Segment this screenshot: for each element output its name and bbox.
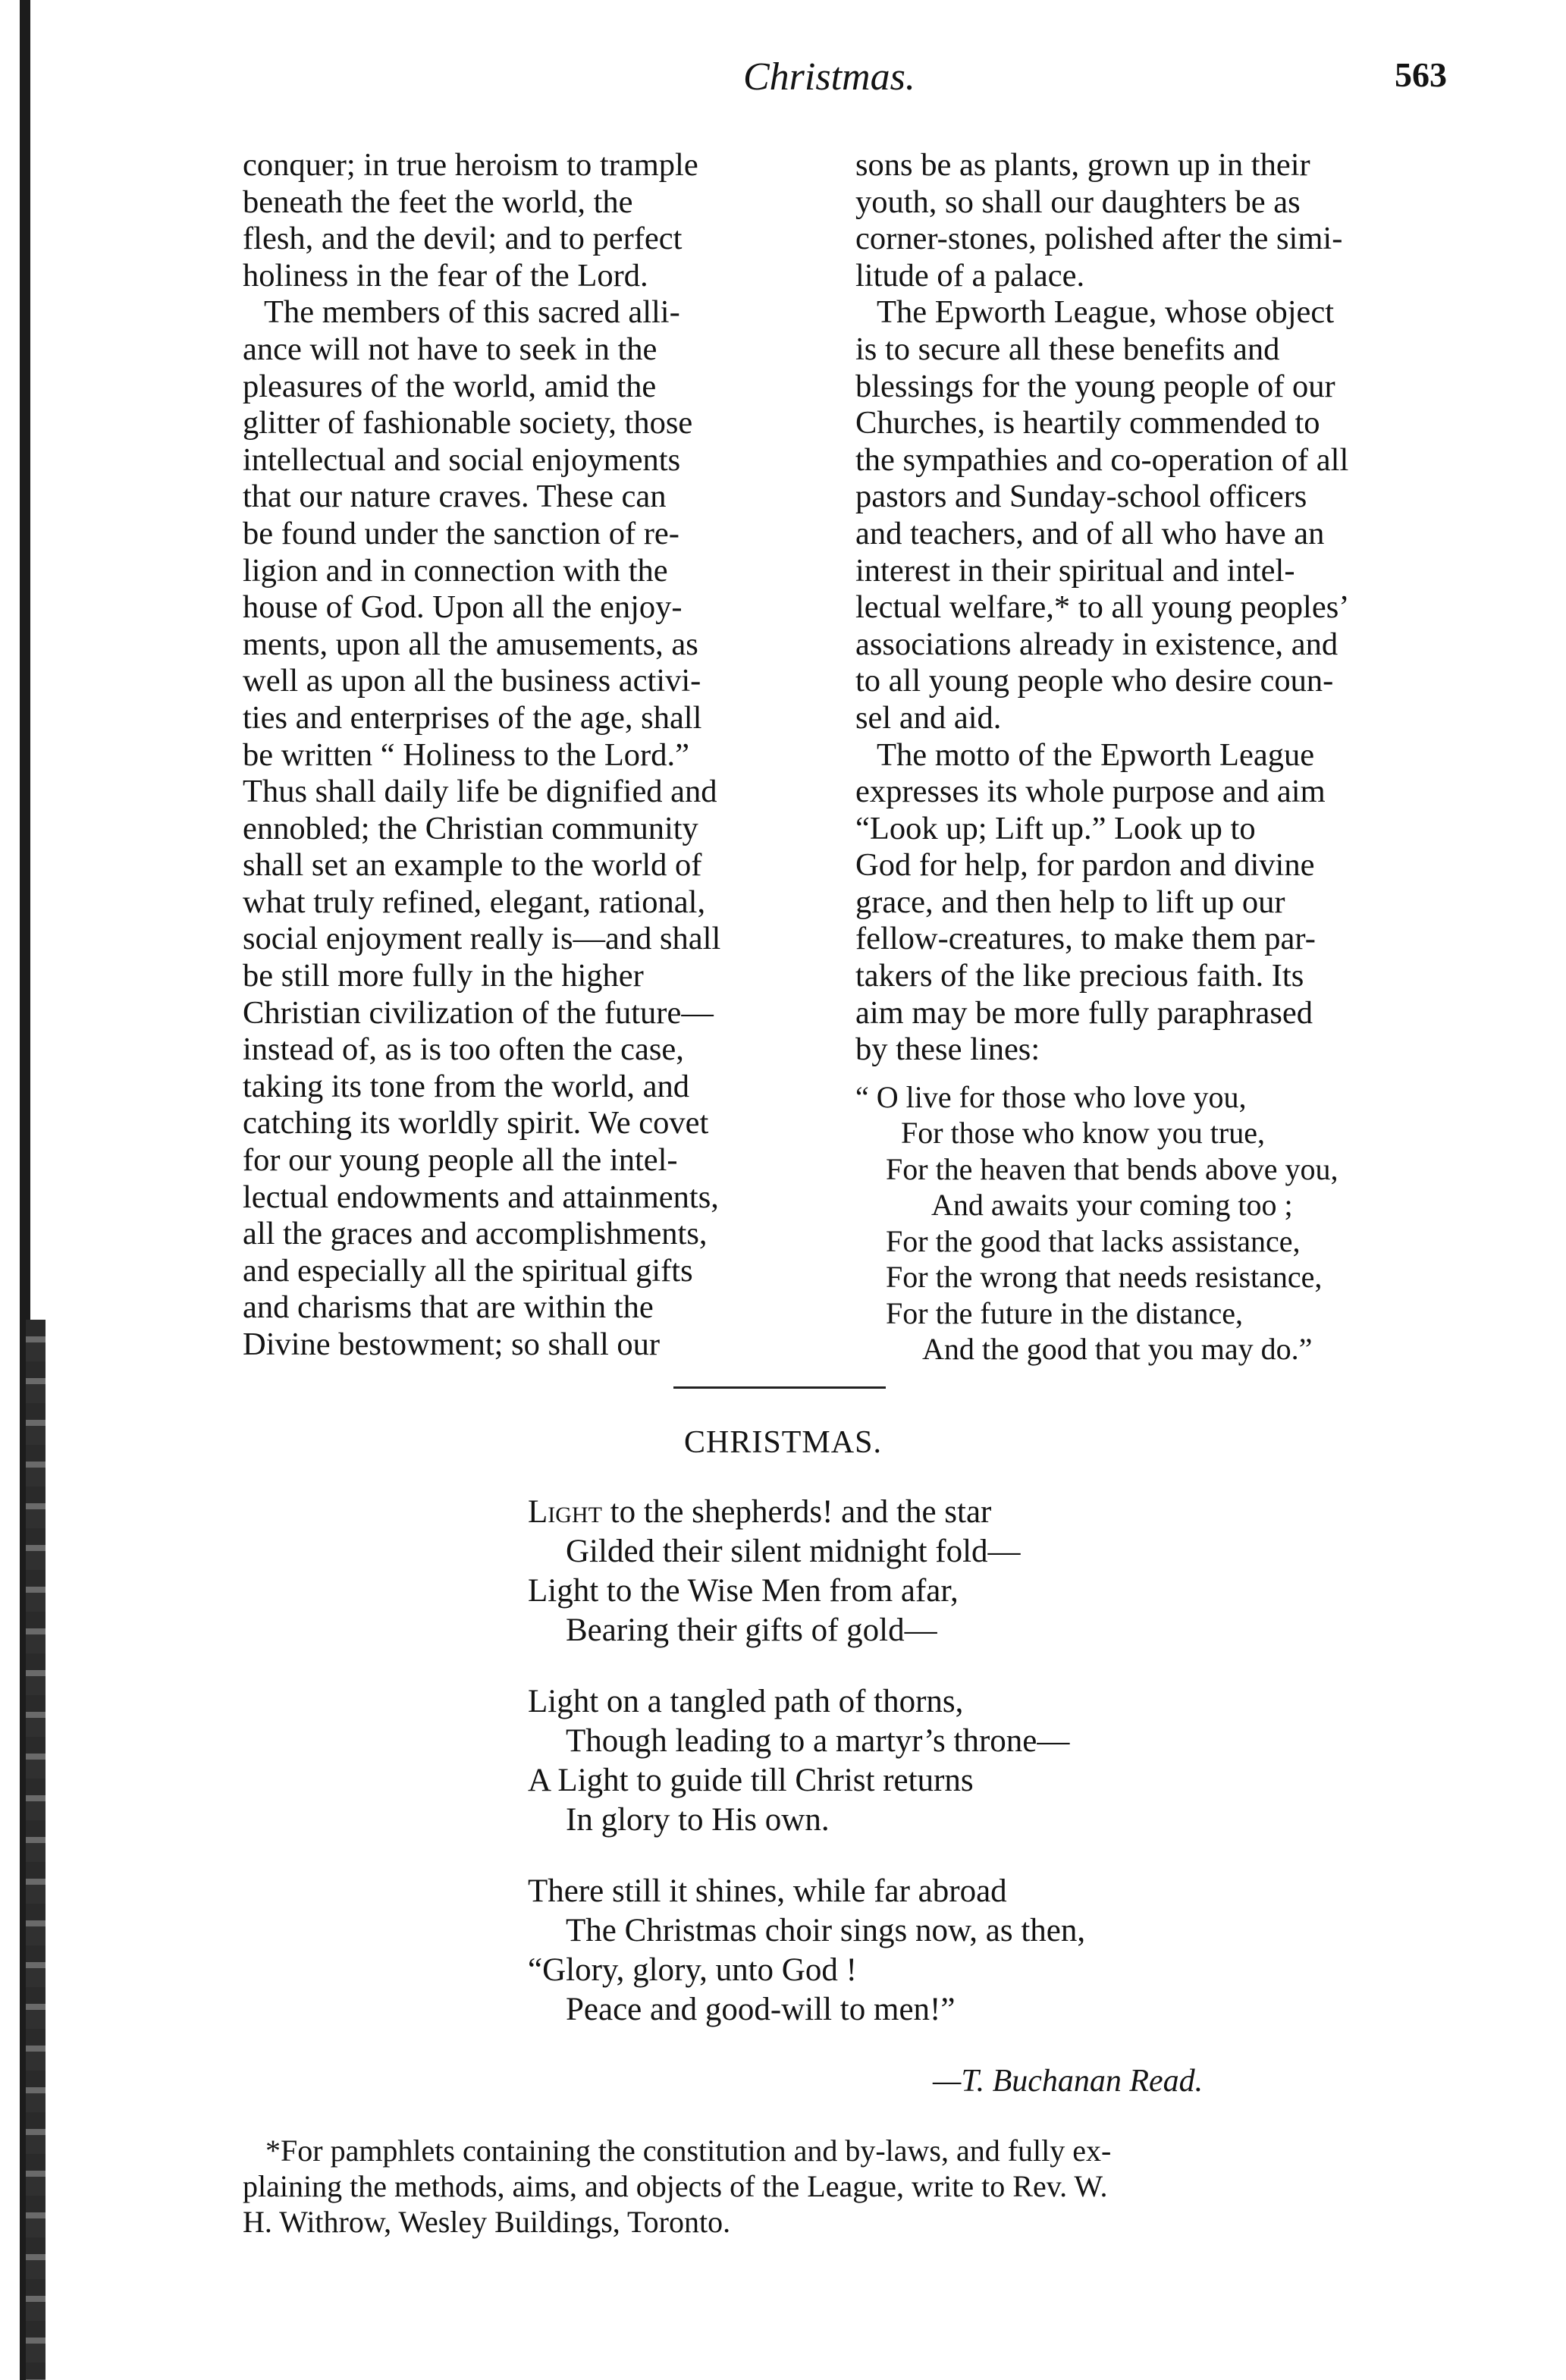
text-line: lectual endowments and attainments, bbox=[243, 1179, 719, 1215]
text-line: The members of this sacred alli- bbox=[264, 294, 680, 331]
text-line: The Epworth League, whose object bbox=[877, 294, 1335, 331]
text-line: ties and enterprises of the age, shall bbox=[243, 699, 702, 736]
text-line: The motto of the Epworth League bbox=[877, 736, 1315, 773]
text-line: intellectual and social enjoyments bbox=[243, 441, 681, 478]
poem-line: For the future in the distance, bbox=[886, 1295, 1243, 1330]
text-line: blessings for the young people of our bbox=[855, 368, 1335, 404]
text-line: grace, and then help to lift up our bbox=[855, 884, 1285, 920]
poem-line: “Glory, glory, unto God ! bbox=[528, 1952, 857, 1988]
text-line: holiness in the fear of the Lord. bbox=[243, 257, 648, 294]
text-line: sons be as plants, grown up in their bbox=[855, 147, 1310, 183]
text-line: sel and aid. bbox=[855, 699, 1002, 736]
left-column bbox=[243, 147, 827, 1364]
text-line: ennobled; the Christian community bbox=[243, 810, 698, 846]
text-line: expresses its whole purpose and aim bbox=[855, 774, 1326, 810]
poem-line: In glory to His own. bbox=[566, 1802, 830, 1838]
poem-line: Peace and good-will to men!” bbox=[566, 1992, 956, 2027]
scan-edge-lower bbox=[26, 1320, 46, 2380]
footnote-line: plaining the methods, aims, and objects of the League, write to Rev. W. bbox=[243, 2169, 1108, 2203]
text-line: ments, upon all the amusements, as bbox=[243, 626, 698, 662]
text-line: beneath the feet the world, the bbox=[243, 184, 633, 220]
stanza bbox=[528, 1872, 1085, 2030]
text-line: glitter of fashionable society, those bbox=[243, 405, 693, 441]
text-line: instead of, as is too often the case, bbox=[243, 1031, 684, 1068]
poem-line: Light on a tangled path of thorns, bbox=[528, 1684, 964, 1719]
text-line: by these lines: bbox=[855, 1031, 1040, 1068]
text-line: house of God. Upon all the enjoy- bbox=[243, 589, 683, 626]
text-line: fellow-creatures, to make them par- bbox=[855, 921, 1316, 957]
poem-line: Though leading to a martyr’s throne— bbox=[566, 1723, 1070, 1759]
text-line: all the graces and accomplishments, bbox=[243, 1216, 708, 1252]
poem-line: And awaits your coming too ; bbox=[931, 1188, 1293, 1223]
poem-line: A Light to guide till Christ returns bbox=[528, 1763, 974, 1798]
poem-line-text: to the shepherds! and the star bbox=[610, 1494, 992, 1530]
text-line: lectual welfare,* to all young peoples’ bbox=[855, 589, 1350, 626]
text-line: is to secure all these benefits and bbox=[855, 331, 1280, 367]
text-line: interest in their spiritual and intel- bbox=[855, 552, 1295, 589]
poem-line: Gilded their silent midnight fold— bbox=[566, 1534, 1021, 1569]
text-line: ligion and in connection with the bbox=[243, 552, 668, 589]
poem-line: And the good that you may do.” bbox=[922, 1332, 1313, 1367]
poem-line: For the good that lacks assistance, bbox=[886, 1223, 1301, 1258]
text-line: pleasures of the world, amid the bbox=[243, 368, 657, 404]
text-line: ance will not have to seek in the bbox=[243, 331, 657, 367]
text-line: Christian civilization of the future— bbox=[243, 994, 714, 1031]
text-line: corner-stones, polished after the simi- bbox=[855, 221, 1343, 257]
text-line: God for help, for pardon and divine bbox=[855, 847, 1315, 884]
text-line: the sympathies and co-operation of all bbox=[855, 441, 1349, 478]
text-line: aim may be more fully paraphrased bbox=[855, 994, 1313, 1031]
poem-line: There still it shines, while far abroad bbox=[528, 1873, 1007, 1909]
poem-line: Light to the Wise Men from afar, bbox=[528, 1573, 959, 1609]
text-line: conquer; in true heroism to trample bbox=[243, 147, 698, 183]
stanza bbox=[528, 1493, 1085, 1650]
text-line: takers of the like precious faith. Its bbox=[855, 958, 1304, 994]
stanza bbox=[528, 1682, 1085, 1840]
poem-line: “ O live for those who love you, bbox=[855, 1079, 1247, 1114]
text-line: youth, so shall our daughters be as bbox=[855, 184, 1301, 220]
poem-attribution: —T. Buchanan Read. bbox=[933, 2064, 1204, 2099]
text-line: and especially all the spiritual gifts bbox=[243, 1252, 693, 1289]
poem-line: For the heaven that bends above you, bbox=[886, 1151, 1338, 1186]
text-line: be found under the sanction of re- bbox=[243, 515, 679, 551]
text-line: that our nature craves. These can bbox=[243, 479, 667, 515]
footnote-line: *For pamphlets containing the constitution and by-laws, and fully ex- bbox=[265, 2134, 1112, 2168]
text-line: pastors and Sunday-school officers bbox=[855, 479, 1307, 515]
right-column bbox=[855, 147, 1451, 1367]
inline-poem bbox=[855, 1079, 1451, 1367]
text-line: catching its worldly spirit. We covet bbox=[243, 1105, 709, 1141]
text-line: Divine bestowment; so shall our bbox=[243, 1327, 661, 1362]
text-line: shall set an example to the world of bbox=[243, 847, 702, 884]
poem-line: The Christmas choir sings now, as then, bbox=[566, 1913, 1086, 1948]
text-line: taking its tone from the world, and bbox=[243, 1068, 689, 1104]
poem-line: For those who know you true, bbox=[901, 1116, 1265, 1151]
poem-line: Bearing their gifts of gold— bbox=[566, 1612, 937, 1648]
text-line: for our young people all the intel- bbox=[243, 1142, 678, 1179]
text-line: what truly refined, elegant, rational, bbox=[243, 884, 706, 920]
text-line: litude of a palace. bbox=[855, 257, 1085, 294]
poem bbox=[528, 1493, 1085, 2061]
section-divider bbox=[673, 1386, 886, 1389]
page-header bbox=[243, 55, 1456, 108]
text-line: and teachers, and of all who have an bbox=[855, 515, 1325, 551]
text-line: social enjoyment really is—and shall bbox=[243, 921, 721, 957]
poem-line bbox=[528, 1493, 1085, 1532]
poem-line: For the wrong that needs resistance, bbox=[886, 1260, 1323, 1295]
footnote-line: H. Withrow, Wesley Buildings, Toronto. bbox=[243, 2205, 731, 2239]
page-number: 563 bbox=[1395, 55, 1447, 94]
running-title: Christmas. bbox=[743, 55, 915, 99]
footnote bbox=[243, 2133, 1448, 2240]
text-line: and charisms that are within the bbox=[243, 1289, 654, 1326]
text-line: be written “ Holiness to the Lord.” bbox=[243, 736, 689, 773]
text-line: flesh, and the devil; and to perfect bbox=[243, 221, 683, 257]
text-line: well as upon all the business activi- bbox=[243, 663, 701, 699]
text-line: Thus shall daily life be dignified and bbox=[243, 774, 717, 810]
poem-title: CHRISTMAS. bbox=[684, 1425, 882, 1460]
text-line: Churches, is heartily commended to bbox=[855, 405, 1320, 441]
text-line: associations already in existence, and bbox=[855, 626, 1338, 662]
text-line: “Look up; Lift up.” Look up to bbox=[855, 810, 1256, 846]
text-line: to all young people who desire coun- bbox=[855, 663, 1334, 699]
text-line: be still more fully in the higher bbox=[243, 958, 644, 994]
drop-word: Light bbox=[528, 1494, 602, 1530]
